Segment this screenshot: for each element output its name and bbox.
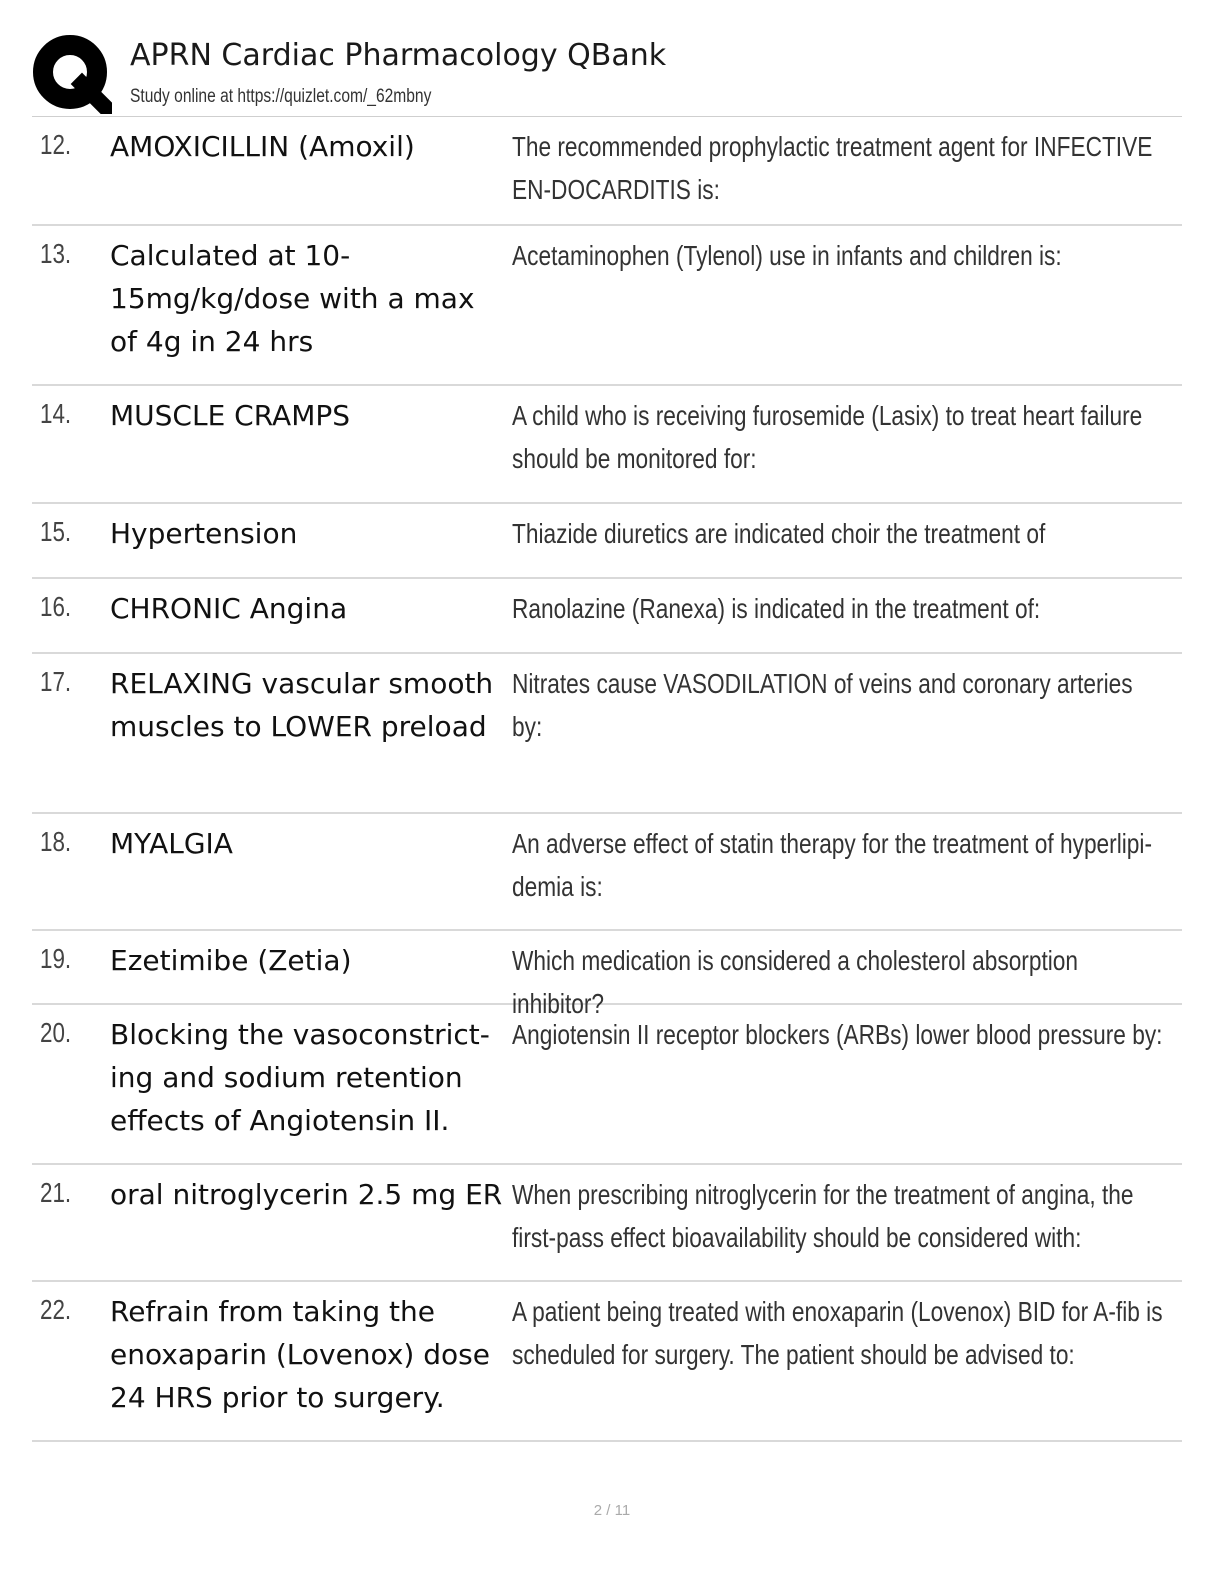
row-term: Ezetimibe (Zetia) xyxy=(110,944,352,977)
row-term: Refrain from taking the enoxaparin (Lovenox) dose 24 HRS prior to surgery. xyxy=(110,1295,490,1414)
flashcard-row xyxy=(32,226,1182,386)
row-definition: Nitrates cause VASODILATION of veins and coronary arteries by: xyxy=(512,668,1133,742)
row-number: 18. xyxy=(40,826,72,857)
row-term: Calculated at 10-15mg/kg/dose with a max of 4g in 24 hrs xyxy=(110,239,475,358)
row-term: Blocking the vasoconstrict-ing and sodium retention effects of Angiotensin II. xyxy=(110,1018,490,1137)
row-term: CHRONIC Angina xyxy=(110,592,348,625)
row-definition: Acetaminophen (Tylenol) use in infants and children is: xyxy=(512,240,1062,271)
row-number: 17. xyxy=(40,666,72,697)
page-title: APRN Cardiac Pharmacology QBank xyxy=(130,38,667,73)
row-term: AMOXICILLIN (Amoxil) xyxy=(110,130,415,163)
row-number: 21. xyxy=(40,1177,72,1208)
row-definition: Which medication is considered a cholesterol absorption inhibitor? xyxy=(512,945,1079,1019)
row-term: RELAXING vascular smooth muscles to LOWER preload xyxy=(110,667,494,743)
row-definition: The recommended prophylactic treatment agent for INFECTIVE EN-DOCARDITIS is: xyxy=(512,131,1153,205)
flashcard-row xyxy=(32,1005,1182,1165)
row-number: 15. xyxy=(40,516,72,547)
flashcard-row xyxy=(32,386,1182,504)
row-number: 12. xyxy=(40,129,72,160)
page-number: 2 / 11 xyxy=(593,1502,631,1519)
flashcard-row xyxy=(32,654,1182,814)
flashcard-row xyxy=(32,117,1182,226)
row-definition: A patient being treated with enoxaparin (Lovenox) BID for A-fib is scheduled for surgery. The patient should be advised to: xyxy=(512,1296,1163,1370)
page-header xyxy=(32,34,1182,114)
row-definition: A child who is receiving furosemide (Lasix) to treat heart failure should be monitored for: xyxy=(512,400,1143,474)
row-definition: Thiazide diuretics are indicated choir the treatment of xyxy=(512,518,1046,549)
row-definition: When prescribing nitroglycerin for the treatment of angina, the first-pass effect bioavailability should be considered with: xyxy=(512,1179,1134,1253)
row-number: 13. xyxy=(40,238,72,269)
row-number: 14. xyxy=(40,398,72,429)
flashcard-row xyxy=(32,931,1182,1019)
row-term: MYALGIA xyxy=(110,827,233,860)
flashcard-row xyxy=(32,814,1182,931)
flashcard-row xyxy=(32,1165,1182,1282)
flashcard-list xyxy=(32,116,1182,1442)
row-number: 22. xyxy=(40,1294,72,1325)
row-number: 19. xyxy=(40,943,72,974)
row-term: Hypertension xyxy=(110,517,298,550)
row-definition: Ranolazine (Ranexa) is indicated in the treatment of: xyxy=(512,593,1041,624)
row-number: 16. xyxy=(40,591,72,622)
quizlet-q-logo-icon xyxy=(32,34,112,114)
row-term: oral nitroglycerin 2.5 mg ER xyxy=(110,1178,503,1211)
row-definition: Angiotensin II receptor blockers (ARBs) lower blood pressure by: xyxy=(512,1019,1163,1050)
flashcard-row xyxy=(32,504,1182,579)
flashcard-row xyxy=(32,1282,1182,1442)
row-definition: An adverse effect of statin therapy for the treatment of hyperlipi-demia is: xyxy=(512,828,1153,902)
row-term: MUSCLE CRAMPS xyxy=(110,399,351,432)
flashcard-row xyxy=(32,579,1182,654)
study-link[interactable]: Study online at https://quizlet.com/_62mbny xyxy=(130,86,432,107)
row-number: 20. xyxy=(40,1017,72,1048)
